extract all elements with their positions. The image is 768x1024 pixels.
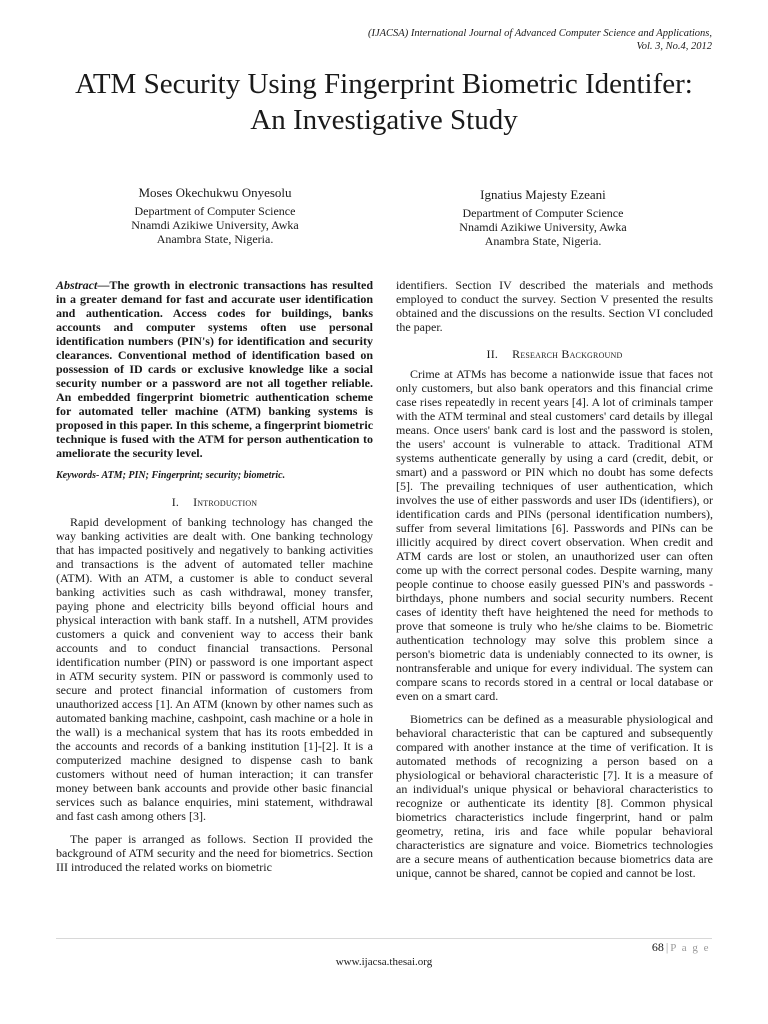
author-location: Anambra State, Nigeria. [484, 234, 602, 248]
section-number: I. [171, 495, 180, 509]
title-line-1: ATM Security Using Fingerprint Biometric Identifer: [75, 68, 693, 100]
title-line-2: An Investigative Study [250, 104, 518, 136]
section-number: II. [486, 347, 499, 361]
paragraph: The paper is arranged as follows. Section II provided the background of ATM security and the need for biometrics. Section III introduced the related works on biometric [56, 832, 373, 874]
abstract: Abstract—The growth in electronic transactions has resulted in a greater demand for fast and accurate user identification and authentication. Access codes for buildings, banks accounts and computer systems often use personal identification numbers (PIN's) for identification and security clearances. Conventional method of identification based on possession of ID cards or exclusive knowledge like a social security number or a password are not all together reliable. An embedded fingerprint biometric authentication scheme for automated teller machine (ATM) banking systems is proposed in this paper. In this scheme, a fingerprint biometric technique is fused with the ATM for person authentication to ameliorate the security level. [56, 278, 374, 460]
footer-divider [56, 938, 712, 939]
abstract-label: Abstract [56, 278, 98, 292]
author-location: Anambra State, Nigeria. [156, 232, 274, 246]
section-title: Introduction [193, 495, 258, 509]
paragraph: Biometrics can be defined as a measurable physiological and behavioral characteristic that can be captured and subsequently compared with another instance at the time of verification. It is automated methods of recognizing a person based on a physiological or behavioral characteristic [7]. It is a measure of an individual's unique physical or behavioral characteristics to recognize or authenticate its identity [8]. Common physical biometrics characteristics include fingerprint, hand or palm geometry, retina, iris and face while popular behavioral characteristics are signature and voice. Biometrics technologies are a secure means of authentication because biometrics data are unique, cannot be shared, cannot be copied and cannot be lost. [396, 712, 713, 880]
paragraph-continuation: identifiers. Section IV described the materials and methods employed to conduct the survey. Section V presented the results obtained and the discussions on the results. Section VI concluded the paper. [396, 278, 713, 334]
author-block-2 [408, 186, 678, 248]
keywords: Keywords- ATM; PIN; Fingerprint; security; biometric. [56, 470, 286, 481]
section-heading-research-background [396, 347, 713, 361]
author-university: Nnamdi Azikiwe University, Awka [131, 218, 299, 232]
author-department: Department of Computer Science [462, 206, 624, 220]
author-name: Moses Okechukwu Onyesolu [138, 185, 292, 200]
author-department: Department of Computer Science [134, 204, 296, 218]
right-column [396, 278, 713, 880]
section-heading-introduction [56, 495, 373, 509]
journal-name: (IJACSA) International Journal of Advanced Computer Science and Applications, [367, 28, 712, 39]
paper-title [40, 66, 728, 138]
paragraph: Crime at ATMs has become a nationwide issue that faces not only customers, but also bank operators and this financial crime case rises repeatedly in recent years [4]. A lot of criminals tamper with the ATM terminal and steal customers' card details by illegal means. Once users' bank card is lost and the password is stolen, the users' account is vulnerable to attack. Traditional ATM systems authenticate generally by using a card (credit, debit, or smart) and a password or PIN which no doubt has some defects [5]. The prevailing techniques of user authentication, which involves the use of either passwords and user IDs (identifiers), or identification cards and PINs (personal identification numbers), suffer from several limitations [6]. Passwords and PINs can be illicitly acquired by direct covert observation. When credit and ATM cards are lost or stolen, an unauthorized user can often come up with the correct personal codes. Despite warning, many people continue to choose easily guessed PIN's and passwords - birthdays, phone numbers and social security numbers. Recent cases of identity theft have heightened the need for methods to prove that someone is truly who he/she claims to be. Biometric authentication technology may solve this problem since a person's biometric data is undeniably connected to its owner, is nontransferable and unique for every individual. The system can compare scans to records stored in a central or local database or even on a smart card. [396, 367, 713, 703]
author-block-1 [80, 184, 350, 246]
abstract-text: The growth in electronic transactions has resulted in a greater demand for fast and accurate user identification and authentication. Access codes for buildings, banks accounts and computer systems often use personal identification numbers (PIN's) for identification and security clearances. Conventional method of identification based on possession of ID cards or exclusive knowledge like a social security number or a password are not all together reliable. An embedded fingerprint biometric authentication scheme for automated teller machine (ATM) banking systems is proposed in this paper. In this scheme, a fingerprint biometric technique is fused with the ATM for person authentication to ameliorate the security level. [56, 278, 374, 460]
page-number [652, 940, 710, 955]
journal-header [112, 27, 712, 53]
journal-website-link[interactable]: www.ijacsa.thesai.org [335, 956, 433, 968]
page-number-value: 68 [651, 940, 664, 954]
section-title: Research Background [512, 347, 623, 361]
journal-volume: Vol. 3, No.4, 2012 [636, 41, 712, 52]
author-name: Ignatius Majesty Ezeani [480, 187, 606, 202]
paragraph: Rapid development of banking technology has changed the way banking activities are dealt with. One banking technology that has impacted positively and negatively to banking activities and transactions is the advent of automated teller machine (ATM). With an ATM, a customer is able to conduct several banking activities such as cash withdrawal, money transfer, paying phone and electricity bills beyond official hours and physical interaction with bank staff. In a nutshell, ATM provides customers a quick and convenient way to access their bank accounts and to conduct financial transactions. Personal identification number (PIN) or password is one important aspect in ATM security system. PIN or password is commonly used to secure and protect financial information of customers from unauthorized access [1]. An ATM (known by other names such as automated banking machine, cashpoint, cash machine or a hole in the wall) is a mechanical system that has its roots embedded in the accounts and records of a banking institution [1]-[2]. It is a computerized machine designed to dispense cash to bank customers without need of human interaction; it can transfer money between bank accounts and provide other basic financial services such as balance enquiries, mini statement, withdrawal and fast cash among others [3]. [56, 515, 373, 823]
page-label: P a g e [670, 942, 710, 954]
left-column [56, 278, 373, 874]
author-university: Nnamdi Azikiwe University, Awka [459, 220, 627, 234]
page-number-separator: | [665, 940, 669, 954]
